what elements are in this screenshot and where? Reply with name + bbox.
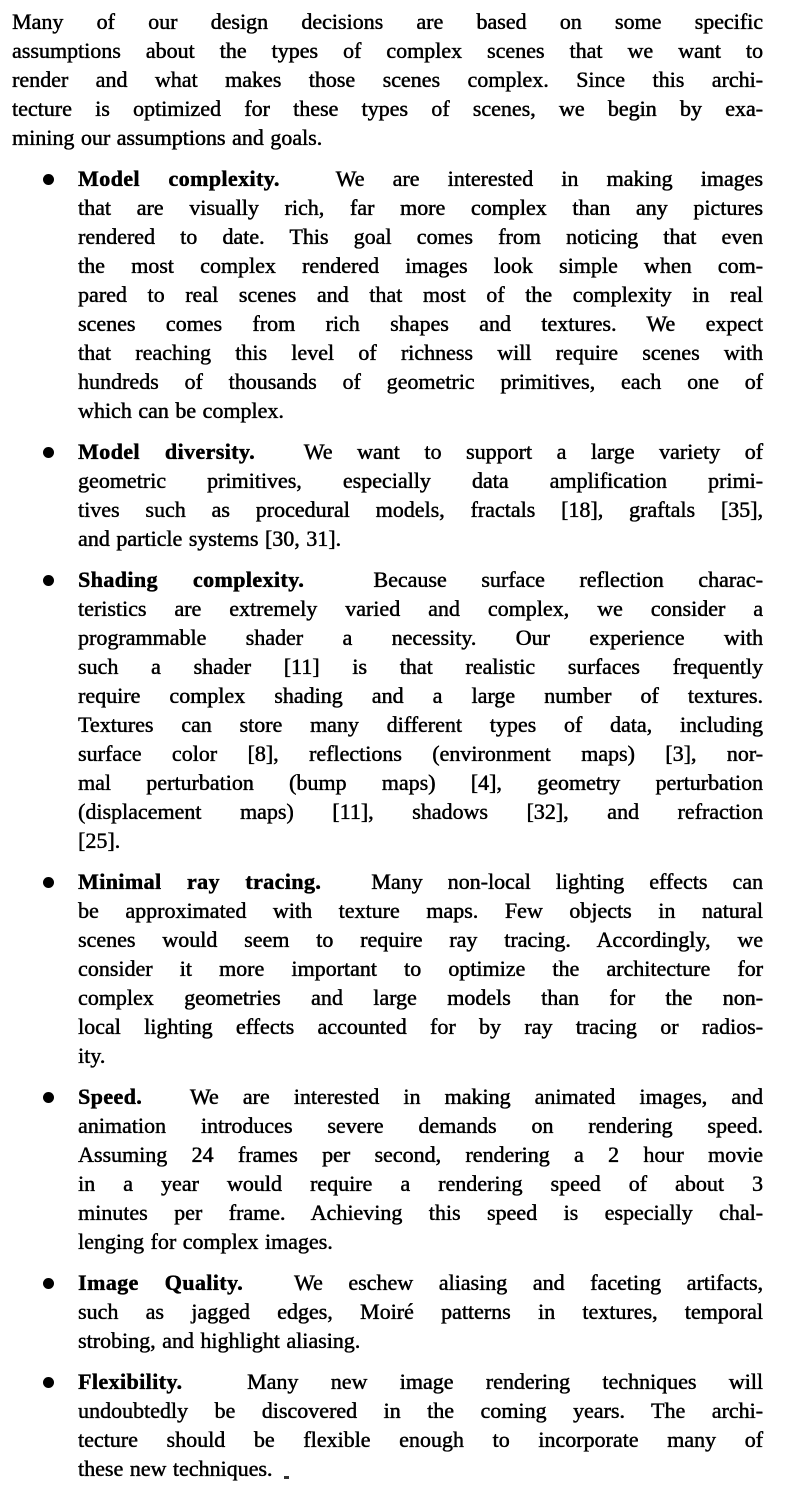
goal-item-shading-complexity (12, 565, 763, 855)
goal-term: Minimal ray tracing. (78, 869, 322, 894)
text-line: ity. (78, 1043, 106, 1068)
goal-term: Image Quality. (78, 1270, 244, 1295)
text-line: Model diversity. We want to support a large variety of (78, 439, 763, 464)
bullet-icon (43, 447, 54, 458)
bullet-icon (43, 1377, 54, 1388)
text-line: tives such as procedural models, fractals [18], graftals [35], (78, 497, 763, 522)
text-line: Assuming 24 frames per second, rendering a 2 hour movie (78, 1142, 763, 1167)
bullet-icon (43, 1278, 54, 1289)
text-line: complex geometries and large models than for the non- (78, 985, 763, 1010)
text-line: (displacement maps) [11], shadows [32], and refraction (78, 799, 763, 824)
text-line: scenes comes from rich shapes and textures. We expect (78, 311, 763, 336)
text-line: the most complex rendered images look simple when com- (78, 253, 763, 278)
text-line: Textures can store many different types of data, including (78, 712, 763, 737)
intro-paragraph (12, 7, 763, 152)
scan-artifact (284, 1476, 289, 1479)
goal-text (78, 1268, 763, 1355)
text-line: mal perturbation (bump maps) [4], geometry perturbation (78, 770, 763, 795)
text-line: which can be complex. (78, 398, 284, 423)
text-line: be approximated with texture maps. Few objects in natural (78, 898, 763, 923)
goal-text (78, 1367, 763, 1483)
text-line: and particle systems [30, 31]. (78, 526, 342, 551)
text-line: such as jagged edges, Moiré patterns in textures, temporal (78, 1299, 763, 1324)
text-line: pared to real scenes and that most of the complexity in real (78, 282, 763, 307)
text-line: undoubtedly be discovered in the coming years. The archi- (78, 1398, 763, 1423)
text-line: consider it more important to optimize the architecture for (78, 956, 763, 981)
text-line: Many of our design decisions are based on some specific (12, 9, 763, 34)
goal-item-image-quality (12, 1268, 763, 1355)
text-line: tecture should be flexible enough to incorporate many of (78, 1427, 763, 1452)
text-line: animation introduces severe demands on rendering speed. (78, 1113, 763, 1138)
text-line: programmable shader a necessity. Our experience with (78, 625, 763, 650)
text-line: Shading complexity. Because surface reflection charac- (78, 567, 763, 592)
text-line: local lighting effects accounted for by ray tracing or radios- (78, 1014, 763, 1039)
text-line: strobing, and highlight aliasing. (78, 1328, 361, 1353)
bullet-icon (43, 1092, 54, 1103)
text-line: mining our assumptions and goals. (12, 125, 323, 150)
text-line: these new techniques. (78, 1456, 273, 1481)
text-line: teristics are extremely varied and complex, we consider a (78, 596, 763, 621)
text-line: hundreds of thousands of geometric primitives, each one of (78, 369, 763, 394)
bullet-icon (43, 174, 54, 185)
text-line: scenes would seem to require ray tracing. Accordingly, we (78, 927, 763, 952)
text-line: Flexibility. Many new image rendering techniques will (78, 1369, 763, 1394)
text-line: Image Quality. We eschew aliasing and faceting artifacts, (78, 1270, 764, 1295)
text-line: minutes per frame. Achieving this speed is especially chal- (78, 1200, 763, 1225)
text-line: assumptions about the types of complex scenes that we want to (12, 38, 763, 63)
text-line: rendered to date. This goal comes from noticing that even (78, 224, 763, 249)
bullet-icon (43, 575, 54, 586)
text-line: Minimal ray tracing. Many non-local lighting effects can (78, 869, 763, 894)
text-line: require complex shading and a large number of textures. (78, 683, 763, 708)
text-line: geometric primitives, especially data amplification primi- (78, 468, 763, 493)
goal-text (78, 164, 763, 425)
goal-item-flexibility (12, 1367, 763, 1483)
goal-term: Shading complexity. (78, 567, 305, 592)
text-line: surface color [8], reflections (environment maps) [3], nor- (78, 741, 763, 766)
text-line: such a shader [11] is that realistic surfaces frequently (78, 654, 763, 679)
goal-term: Model diversity. (78, 439, 255, 464)
goal-item-model-diversity (12, 437, 763, 553)
text-line: lenging for complex images. (78, 1229, 333, 1254)
text-line: render and what makes those scenes complex. Since this archi- (12, 67, 763, 92)
text-line: that reaching this level of richness will require scenes with (78, 340, 763, 365)
goal-item-speed (12, 1082, 763, 1256)
goal-text (78, 437, 763, 553)
goal-item-minimal-ray-tracing (12, 867, 763, 1070)
text-line: tecture is optimized for these types of scenes, we begin by exa- (12, 96, 763, 121)
goal-text (78, 1082, 763, 1256)
bullet-icon (43, 877, 54, 888)
goal-text (78, 867, 763, 1070)
text-line: in a year would require a rendering speed of about 3 (78, 1171, 763, 1196)
text-line: Speed. We are interested in making animated images, and (78, 1084, 763, 1109)
text-line: Model complexity. We are interested in making images (78, 166, 763, 191)
text-line: that are visually rich, far more complex than any pictures (78, 195, 763, 220)
goal-item-model-complexity (12, 164, 763, 425)
goal-term: Speed. (78, 1084, 143, 1109)
goal-term: Model complexity. (78, 166, 280, 191)
goal-term: Flexibility. (78, 1369, 183, 1394)
goal-text (78, 565, 763, 855)
text-line: [25]. (78, 828, 121, 853)
